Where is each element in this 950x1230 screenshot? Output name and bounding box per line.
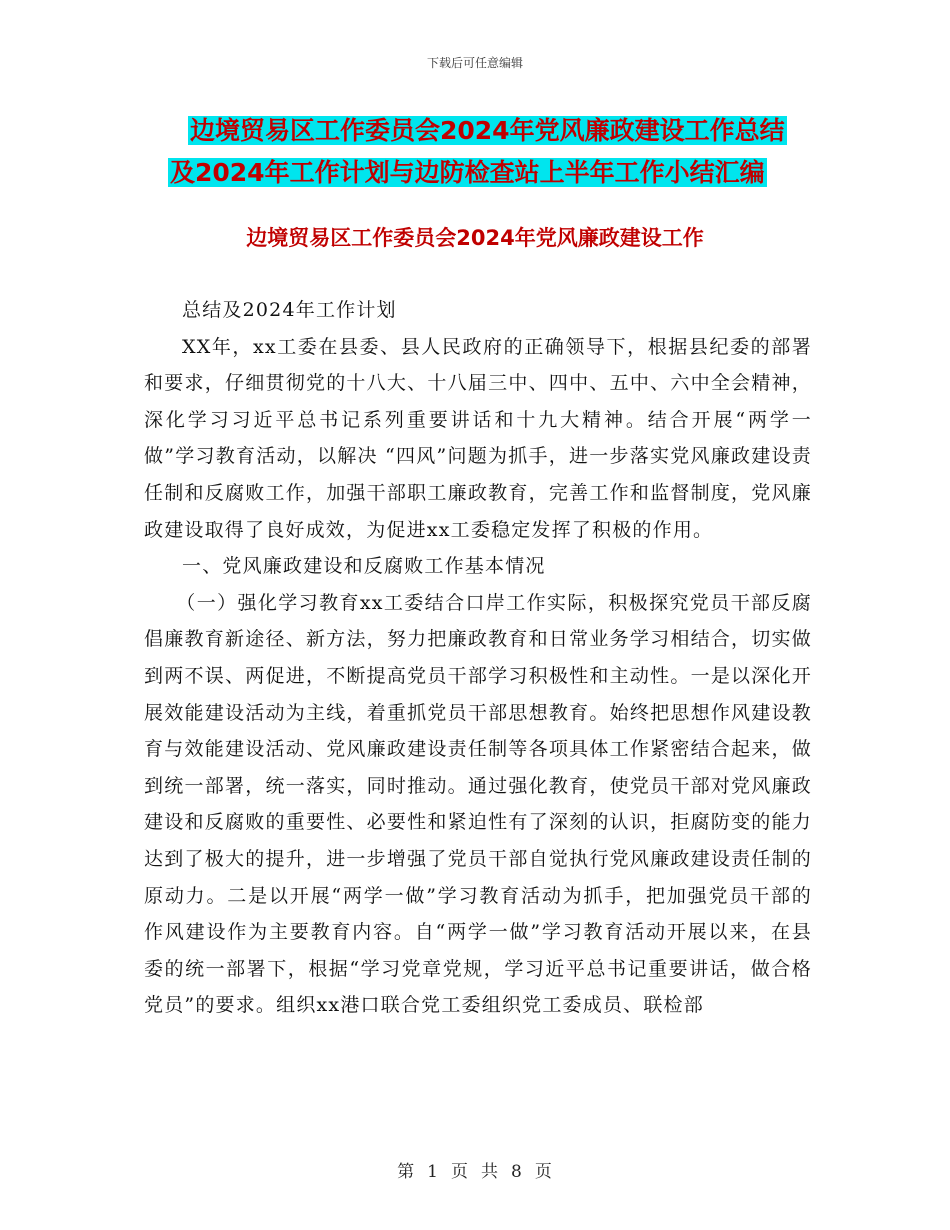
title-line-2-text: 及2024年工作计划与边防检查站上半年工作小结汇编 [170,158,765,187]
footer-total-pages: 8 [511,1162,523,1182]
body-paragraph-heading-1: 一、党风廉政建设和反腐败工作基本情况 [182,555,546,578]
footer-total-word: 共 [481,1162,499,1182]
body-text [144,292,812,1024]
footer-suffix: 页 [534,1162,553,1182]
title-line-1-text: 边境贸易区工作委员会2024年党风廉政建设工作总结 [190,116,785,145]
body-paragraph-subtitle: 总结及2024年工作计划 [182,299,397,321]
page-footer [0,1157,950,1182]
body-paragraph-intro: XX年，xx工委在县委、县人民政府的正确领导下，根据县纪委的部署和要求，仔细贯彻党的十八大、十八届三中、四中、五中、六中全会精神，深化学习习近平总书记系列重要讲话和十九大精神。结合开展“两学一做”学习教育活动，以解决 “四风”问题为抓手，进一步落实党风廉政建设责任制和反腐败工作，加强干部职工廉政教育，完善工作和监督制度，党风廉政建设取得了良好成效，为促进xx工委稳定发挥了积极的作用。 [144,335,812,541]
title-line-1 [168,110,828,152]
document-title [168,110,828,194]
title-line-2 [168,152,828,194]
header-note: 下载后可任意编辑 [426,56,523,70]
footer-current-page: 1 [427,1162,439,1182]
footer-prefix: 第 [397,1162,416,1182]
section-heading: 边境贸易区工作委员会2024年党风廉政建设工作 [246,226,704,250]
body-paragraph-section-1: （一）强化学习教育xx工委结合口岸工作实际，积极探究党员干部反腐倡廉教育新途径、新方法，努力把廉政教育和日常业务学习相结合，切实做到两不误、两促进，不断提高党员干部学习积极性和主动性。一是以深化开展效能建设活动为主线，着重抓党员干部思想教育。始终把思想作风建设教育与效能建设活动、党风廉政建设责任制等各项具体工作紧密结合起来，做到统一部署，统一落实，同时推动。通过强化教育，使党员干部对党风廉政建设和反腐败的重要性、必要性和紧迫性有了深刻的认识，拒腐防变的能力达到了极大的提升，进一步增强了党员干部自觉执行党风廉政建设责任制的原动力。二是以开展“两学一做”学习教育活动为抓手，把加强党员干部的作风建设作为主要教育内容。自“两学一做”学习教育活动开展以来，在县委的统一部署下，根据“学习党章党规，学习近平总书记重要讲话，做合格党员”的要求。组织xx港口联合党工委组织党工委成员、联检部 [144,591,812,1017]
footer-page-word: 页 [451,1162,469,1182]
